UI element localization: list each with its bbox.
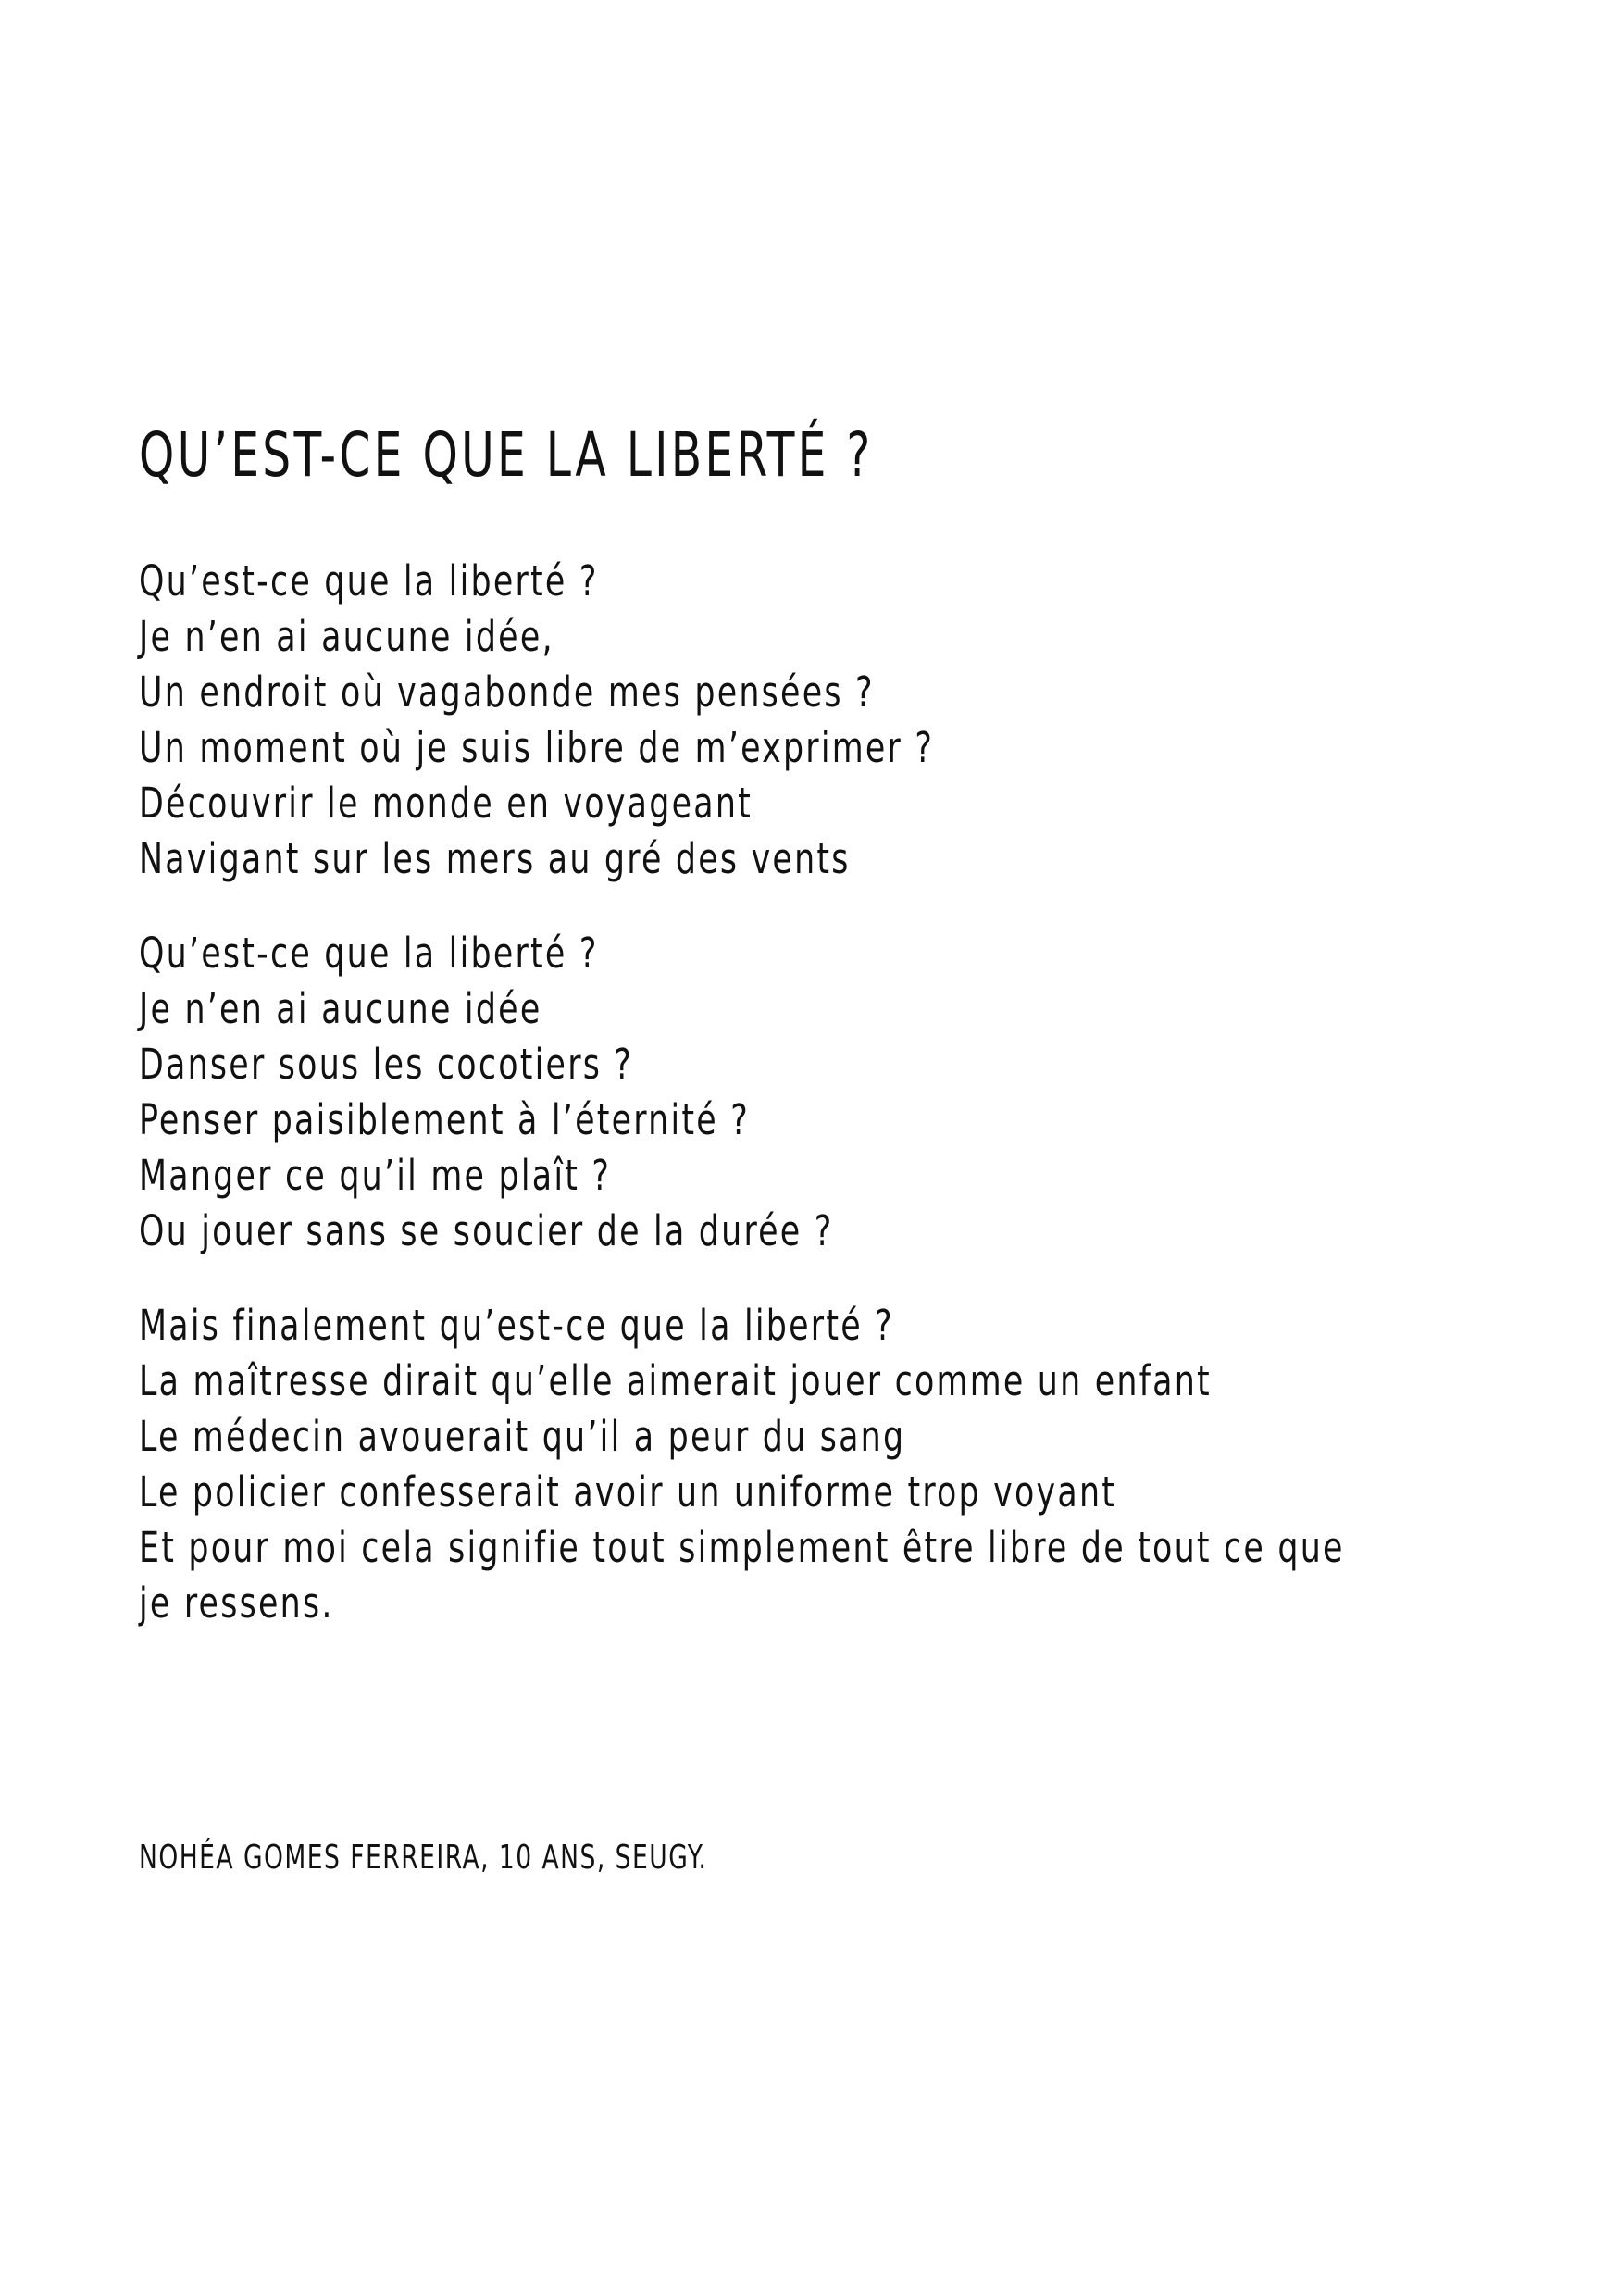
author-signature: NOHÉA GOMES FERREIRA, 10 ANS, SEUGY.	[139, 1839, 708, 1877]
poem-line: Mais finalement qu’est-ce que la liberté ?	[139, 1301, 894, 1350]
poem-line: Qu’est-ce que la liberté ?	[139, 929, 599, 978]
poem-line: La maîtresse dirait qu’elle aimerait jouer comme un enfant	[139, 1356, 1212, 1405]
stanza-2	[139, 926, 1583, 1259]
poem-line: Un endroit où vagabonde mes pensées ?	[139, 668, 875, 717]
poem-line: Penser paisiblement à l’éternité ?	[139, 1095, 750, 1144]
stanza-3	[139, 1298, 1583, 1631]
poem-line: Qu’est-ce que la liberté ?	[139, 556, 599, 605]
poem-line: Je n’en ai aucune idée	[139, 984, 542, 1033]
poem-title: QU’EST-CE QUE LA LIBERTÉ ?	[139, 419, 874, 491]
poem-body	[139, 554, 1583, 1670]
poem-line: Un moment où je suis libre de m’exprimer ?	[139, 723, 935, 772]
poem-line: Danser sous les cocotiers ?	[139, 1040, 634, 1089]
poem-line: Je n’en ai aucune idée,	[139, 612, 554, 661]
poem-line: Découvrir le monde en voyageant	[139, 779, 753, 828]
poem-line: Ou jouer sans se soucier de la durée ?	[139, 1206, 834, 1255]
poem-line: Navigant sur les mers au gré des vents	[139, 834, 851, 883]
stanza-1	[139, 554, 1583, 887]
poem-line: Manger ce qu’il me plaît ?	[139, 1151, 612, 1200]
poem-line: Et pour moi cela signifie tout simplement être libre de tout ce que	[139, 1523, 1345, 1572]
poem-line: Le médecin avouerait qu’il a peur du sang	[139, 1412, 906, 1461]
poem-line: Le policier confesserait avoir un uniforme trop voyant	[139, 1467, 1117, 1516]
poem-line: je ressens.	[139, 1578, 334, 1628]
